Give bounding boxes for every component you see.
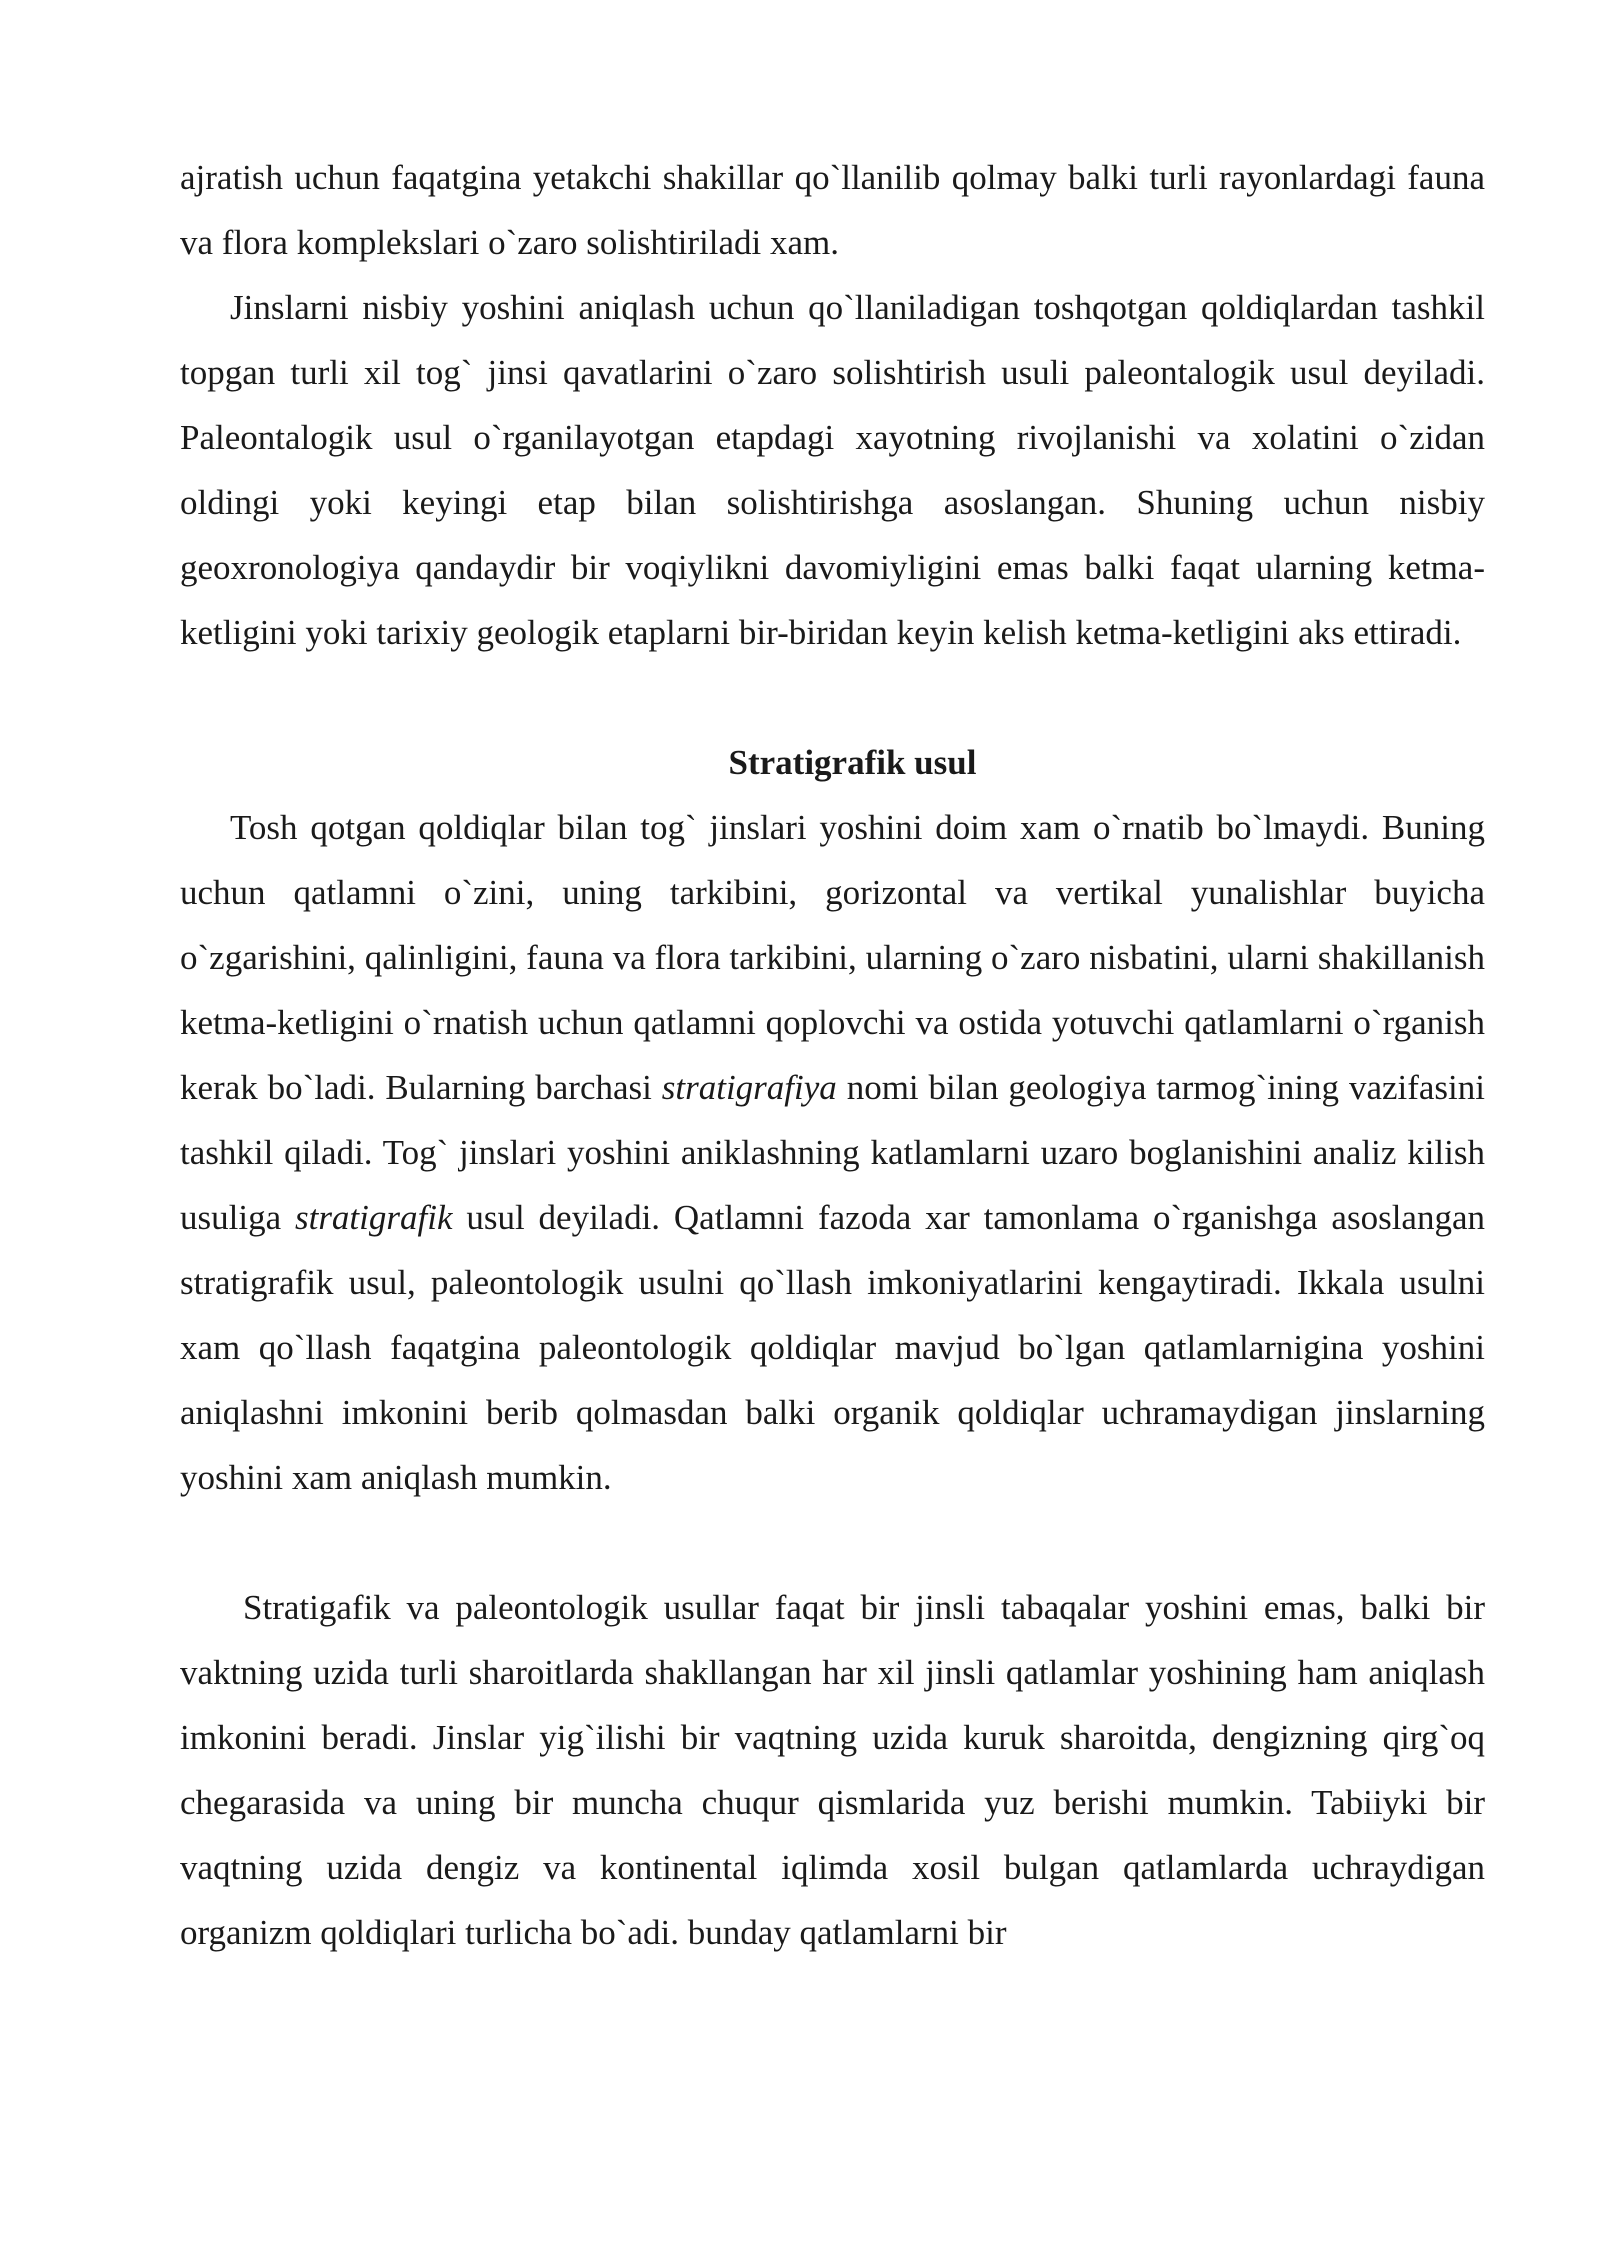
- paragraph-continued: ajratish uchun faqatgina yetakchi shakillar qo`llanilib qolmay balki turli rayonlardagi fauna va flora komplekslari o`zaro solishtiriladi xam.: [180, 158, 1485, 262]
- document-page: [180, 145, 1485, 1965]
- paragraph-spacer: [180, 665, 1485, 730]
- paragraph-spacer: [180, 1510, 1485, 1575]
- paragraph-text: nomi bilan geologiya tarmog`ining vazifasini tashkil qiladi. Tog` jinslari yoshini aniklashning katlamlarni uzaro boglanishini analiz kilish usuliga: [180, 1068, 1485, 1237]
- paragraph-combined-methods: Stratigafik va paleontologik usullar faqat bir jinsli tabaqalar yoshini emas, balki bir vaktning uzida turli sharoitlarda shakllangan har xil jinsli qatlamlar yoshining ham aniqlash imkonini beradi. Jinslar yig`ilishi bir vaqtning uzida kuruk sharoitda, dengizning qirg`oq chegarasida va uning bir muncha chuqur qismlarida yuz berishi mumkin. Tabiiyki bir vaqtning uzida dengiz va kontinental iqlimda xosil bulgan qatlamlarda uchraydigan organizm qoldiqlari turlicha bo`adi. bunday qatlamlarni bir: [180, 1588, 1485, 1952]
- paragraph-stratigraphic-method: [180, 795, 1485, 1510]
- paragraph-text: usul deyiladi. Qatlamni fazoda xar tamonlama o`rganishga asoslangan stratigrafik usul, paleontologik usulni qo`llash imkoniyatlarini kengaytiradi. Ikkala usulni xam qo`llash faqatgina paleontologik qoldiqlar mavjud bo`lgan qatlamlarnigina yoshini aniqlashni imkonini berib qolmasdan balki organik qoldiqlar uchramaydigan jinslarning yoshini xam aniqlash mumkin.: [180, 1198, 1485, 1497]
- paragraph-paleontological-method: Jinslarni nisbiy yoshini aniqlash uchun qo`llaniladigan toshqotgan qoldiqlardan tashkil topgan turli xil tog` jinsi qavatlarini o`zaro solishtirish usuli paleontalogik usul deyiladi. Paleontalogik usul o`rganilayotgan etapdagi xayotning rivojlanishi va xolatini o`zidan oldingi yoki keyingi etap bilan solishtirishga asoslangan. Shuning uchun nisbiy geoxronologiya qandaydir bir voqiylikni davomiyligini emas balki faqat ularning ketma-ketligini yoki tarixiy geologik etaplarni bir-biridan keyin kelish ketma-ketligini aks ettiradi.: [180, 288, 1485, 652]
- section-heading: Stratigrafik usul: [728, 743, 977, 782]
- italic-term-stratigrafiya: stratigrafiya: [661, 1068, 837, 1107]
- italic-term-stratigrafik: stratigrafik: [294, 1198, 453, 1237]
- paragraph-text: Tosh qotgan qoldiqlar bilan tog` jinslari yoshini doim xam o`rnatib bo`lmaydi. Buning uchun qatlamni o`zini, uning tarkibini, gorizontal va vertikal yunalishlar buyicha o`zgarishini, qalinligini, fauna va flora tarkibini, ularning o`zaro nisbatini, ularni shakillanish ketma-ketligini o`rnatish uchun qatlamni qoplovchi va ostida yotuvchi qatlamlarni o`rganish kerak bo`ladi. Bularning barchasi: [180, 808, 1485, 1107]
